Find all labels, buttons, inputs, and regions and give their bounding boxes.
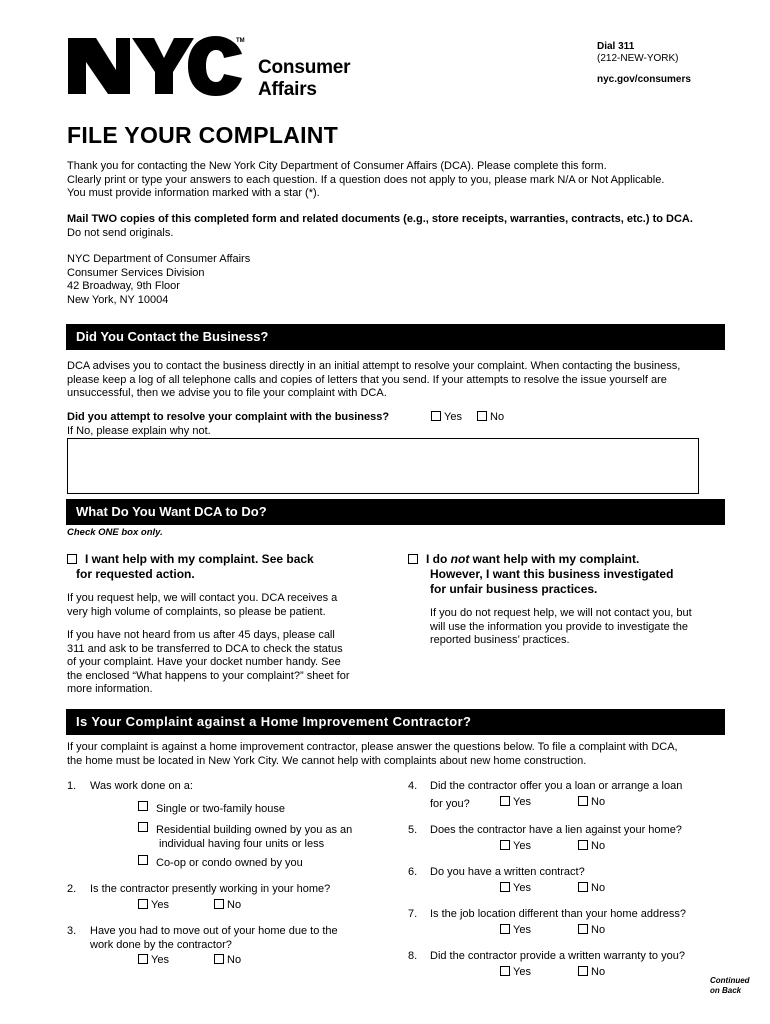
- q5-number: 5.: [408, 824, 418, 836]
- want-help-checkbox[interactable]: [67, 554, 77, 564]
- contact-info: [597, 41, 691, 86]
- question-1: [67, 780, 193, 794]
- q3-no-option[interactable]: [214, 954, 241, 968]
- mail-instructions: [67, 213, 717, 240]
- no-help-p-line-3: reported business’ practices.: [430, 634, 570, 646]
- q3-no-checkbox[interactable]: [214, 954, 224, 964]
- q5-yes-label: Yes: [513, 840, 531, 852]
- q8-yes-checkbox[interactable]: [500, 966, 510, 976]
- no-help-title-a: I do: [426, 552, 451, 566]
- q3-yes-checkbox[interactable]: [138, 954, 148, 964]
- q1-house-checkbox[interactable]: [138, 801, 148, 811]
- want-help-p2-line-3: of your complaint. Have your docket number handy. See: [67, 656, 341, 668]
- question-6: [408, 866, 585, 880]
- q7-yes-checkbox[interactable]: [500, 924, 510, 934]
- section1-body: [67, 360, 717, 401]
- no-help-title: [408, 552, 718, 567]
- want-help-p2-line-4: the enclosed “What happens to your complaint?” sheet for: [67, 669, 350, 682]
- q7-text: Is the job location different than your home address?: [430, 908, 687, 920]
- q2-number: 2.: [67, 883, 77, 895]
- q7-no-option[interactable]: [578, 924, 605, 938]
- address-line-1: NYC Department of Consumer Affairs: [67, 253, 251, 265]
- resolve-yes-option[interactable]: [431, 411, 462, 425]
- q3-no-label: No: [227, 954, 242, 966]
- no-help-p-line-2: will use the information you provide to investigate the: [430, 620, 689, 633]
- want-help-p1-line-1: If you request help, we will contact you. DCA receives a: [67, 592, 338, 604]
- q3-yes-label: Yes: [151, 954, 169, 966]
- q7-number: 7.: [408, 908, 418, 920]
- q8-no-label: No: [591, 966, 606, 978]
- resolve-question: Did you attempt to resolve your complaint with the business?: [67, 411, 390, 423]
- q4-yes-option[interactable]: [500, 796, 531, 810]
- section3-intro-line-2: the home must be located in New York City. We cannot help with complaints about new home construction.: [67, 754, 587, 767]
- dial-number: Dial 311: [597, 41, 635, 52]
- q1-option-coop[interactable]: [138, 855, 303, 871]
- q7-no-label: No: [591, 924, 606, 936]
- q1-residential-label-line-2: individual having four units or less: [159, 837, 325, 850]
- resolve-no-label: No: [490, 411, 505, 423]
- section1-body-line-1: DCA advises you to contact the business directly in an initial attempt to resolve your complaint. When contacting the business,: [67, 360, 681, 372]
- q1-residential-label-line-1: Residential building owned by you as an: [156, 824, 353, 836]
- q2-yes-checkbox[interactable]: [138, 899, 148, 909]
- q5-no-label: No: [591, 840, 606, 852]
- q4-yes-checkbox[interactable]: [500, 796, 510, 806]
- intro-line-3: You must provide information marked with a star (*).: [67, 187, 320, 199]
- phone-number: (212-NEW-YORK): [597, 53, 679, 64]
- address-line-3: 42 Broadway, 9th Floor: [67, 280, 180, 292]
- q7-yes-option[interactable]: [500, 924, 531, 938]
- q2-no-label: No: [227, 899, 242, 911]
- no-help-option[interactable]: [408, 552, 718, 648]
- check-one-note: Check ONE box only.: [67, 527, 163, 538]
- question-3: [67, 925, 338, 952]
- q4-text-line-2: for you?: [430, 797, 470, 810]
- q2-no-option[interactable]: [214, 899, 241, 913]
- section-home-improvement-heading: Is Your Complaint against a Home Improvement Contractor?: [66, 709, 725, 735]
- q4-no-option[interactable]: [578, 796, 605, 810]
- continued-note: [710, 976, 750, 996]
- intro-line-2: Clearly print or type your answers to each question. If a question does not apply to you, please mark N/A or Not Applicable.: [67, 173, 665, 186]
- mail-instruction-bold: Mail TWO copies of this completed form and related documents (e.g., store receipts, warranties, contracts, etc.) to DCA.: [67, 213, 693, 225]
- q1-house-label: Single or two-family house: [156, 803, 286, 815]
- want-help-title-line-1: I want help with my complaint. See back: [85, 552, 314, 566]
- resolve-no-checkbox[interactable]: [477, 411, 487, 421]
- q1-option-residential[interactable]: [138, 822, 352, 851]
- q1-residential-checkbox[interactable]: [138, 822, 148, 832]
- question-2: [67, 883, 330, 897]
- want-help-p2-line-2: 311 and ask to be transferred to DCA to check the status: [67, 642, 343, 655]
- q5-no-checkbox[interactable]: [578, 840, 588, 850]
- nyc-logo: [66, 34, 246, 98]
- want-help-p1-line-2: very high volume of complaints, so please be patient.: [67, 605, 326, 618]
- question-8: [408, 950, 685, 964]
- question-4: [408, 780, 682, 811]
- mailing-address: [67, 253, 717, 307]
- q8-yes-option[interactable]: [500, 966, 531, 980]
- section1-body-line-2: please keep a log of all telephone calls and copies of letters that you send. If your attempts to resolve the issue yourself are: [67, 373, 667, 386]
- brand-line-1: Consumer: [258, 57, 351, 78]
- no-help-title-not: not: [450, 552, 470, 566]
- q3-number: 3.: [67, 925, 77, 937]
- address-line-2: Consumer Services Division: [67, 266, 205, 279]
- q4-no-checkbox[interactable]: [578, 796, 588, 806]
- no-help-title-b: want help with my complaint.: [469, 552, 640, 566]
- q7-no-checkbox[interactable]: [578, 924, 588, 934]
- q5-yes-checkbox[interactable]: [500, 840, 510, 850]
- q7-yes-label: Yes: [513, 924, 531, 936]
- want-help-p2-line-5: more information.: [67, 683, 153, 695]
- q8-yes-label: Yes: [513, 966, 531, 978]
- address-line-4: New York, NY 10004: [67, 293, 169, 306]
- q6-yes-label: Yes: [513, 882, 531, 894]
- want-help-p2-line-1: If you have not heard from us after 45 days, please call: [67, 629, 335, 641]
- explain-label: If No, please explain why not.: [67, 425, 211, 437]
- q1-number: 1.: [67, 780, 77, 792]
- q4-no-label: No: [591, 796, 606, 808]
- continued-line-1: Continued: [710, 976, 750, 985]
- question-5: [408, 824, 682, 838]
- q5-text: Does the contractor have a lien against your home?: [430, 824, 682, 836]
- brand-line-2: Affairs: [258, 79, 317, 100]
- trademark-mark: TM: [236, 38, 245, 44]
- q8-text: Did the contractor provide a written warranty to you?: [430, 950, 685, 962]
- website-link[interactable]: nyc.gov/consumers: [597, 74, 691, 85]
- mail-instruction-plain: Do not send originals.: [67, 226, 174, 239]
- q8-no-checkbox[interactable]: [578, 966, 588, 976]
- q2-yes-label: Yes: [151, 899, 169, 911]
- want-help-option[interactable]: [67, 552, 367, 697]
- q4-yes-label: Yes: [513, 796, 531, 808]
- continued-line-2: on Back: [710, 986, 742, 995]
- intro-line-1: Thank you for contacting the New York City Department of Consumer Affairs (DCA). Please complete this form.: [67, 160, 607, 172]
- no-help-title-line-3: for unfair business practices.: [430, 582, 598, 596]
- q2-yes-option[interactable]: [138, 899, 169, 913]
- q1-coop-label: Co-op or condo owned by you: [156, 857, 303, 869]
- q6-text: Do you have a written contract?: [430, 866, 585, 878]
- no-help-p-line-1: If you do not request help, we will not contact you, but: [430, 607, 692, 619]
- q2-text: Is the contractor presently working in your home?: [90, 883, 331, 895]
- section-what-dca-heading: What Do You Want DCA to Do?: [66, 499, 725, 525]
- no-help-paragraph: [408, 607, 718, 648]
- explain-textarea[interactable]: [67, 438, 699, 494]
- q6-yes-option[interactable]: [500, 882, 531, 896]
- want-help-title: [67, 552, 367, 567]
- section1-body-line-3: unsuccessful, then we advise you to file your complaint with DCA.: [67, 387, 387, 399]
- resolve-no-option[interactable]: [477, 411, 504, 425]
- resolve-yes-checkbox[interactable]: [431, 411, 441, 421]
- q6-number: 6.: [408, 866, 418, 878]
- want-help-paragraph-2: [67, 629, 367, 697]
- resolve-yes-label: Yes: [444, 411, 462, 423]
- no-help-checkbox[interactable]: [408, 554, 418, 564]
- section3-intro-line-1: If your complaint is against a home improvement contractor, please answer the questions below. To file a complaint with DCA,: [67, 741, 678, 753]
- no-help-title-line-2: However, I want this business investigated: [430, 567, 674, 581]
- want-help-paragraph-1: [67, 592, 367, 619]
- intro-text: [67, 160, 717, 201]
- want-help-title-line-2: for requested action.: [76, 567, 195, 581]
- q8-number: 8.: [408, 950, 418, 962]
- q8-no-option[interactable]: [578, 966, 605, 980]
- q6-yes-checkbox[interactable]: [500, 882, 510, 892]
- q1-coop-checkbox[interactable]: [138, 855, 148, 865]
- q6-no-checkbox[interactable]: [578, 882, 588, 892]
- q4-text-line-1: Did the contractor offer you a loan or arrange a loan: [430, 780, 683, 792]
- brand-name: [258, 57, 350, 101]
- q1-text: Was work done on a:: [90, 780, 193, 792]
- q5-yes-option[interactable]: [500, 840, 531, 854]
- section-contact-business-heading: Did You Contact the Business?: [66, 324, 725, 350]
- q2-no-checkbox[interactable]: [214, 899, 224, 909]
- q3-yes-option[interactable]: [138, 954, 169, 968]
- q6-no-label: No: [591, 882, 606, 894]
- q3-text-line-2: work done by the contractor?: [90, 938, 232, 951]
- section3-intro: [67, 741, 717, 768]
- question-7: [408, 908, 686, 922]
- page-title: FILE YOUR COMPLAINT: [67, 122, 339, 148]
- q3-text-line-1: Have you had to move out of your home due to the: [90, 925, 338, 937]
- q5-no-option[interactable]: [578, 840, 605, 854]
- q1-option-house[interactable]: [138, 801, 285, 817]
- q6-no-option[interactable]: [578, 882, 605, 896]
- q4-number: 4.: [408, 780, 418, 792]
